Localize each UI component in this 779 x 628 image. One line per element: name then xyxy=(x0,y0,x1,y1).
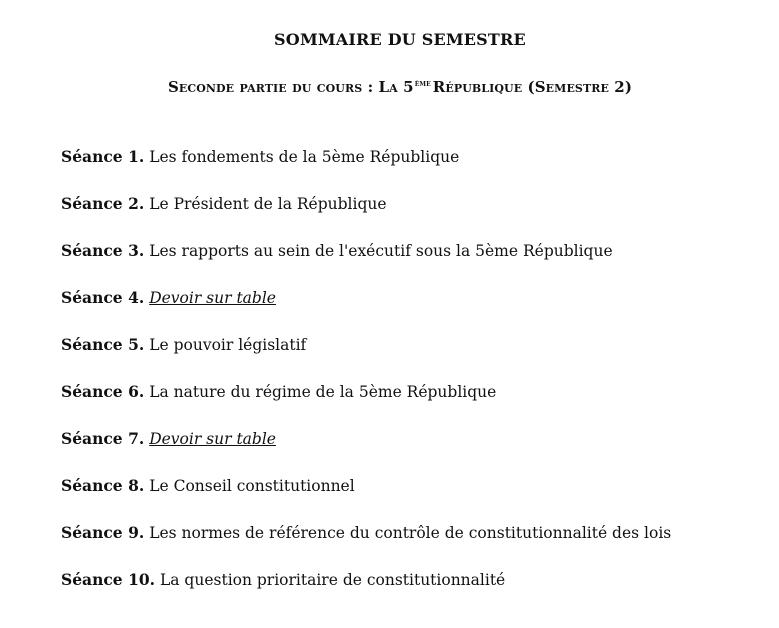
session-item xyxy=(61,476,671,523)
session-label: Séance 10. xyxy=(61,570,156,589)
session-title-devoir: Devoir sur table xyxy=(149,430,276,448)
session-list xyxy=(61,147,671,617)
session-label: Séance 4. xyxy=(61,288,145,307)
session-label: Séance 2. xyxy=(61,194,145,213)
document-title: SOMMAIRE DU SEMESTRE xyxy=(274,30,526,49)
session-item xyxy=(61,241,671,288)
session-item xyxy=(61,194,671,241)
session-title: Le Président de la République xyxy=(149,195,387,213)
session-item xyxy=(61,570,671,617)
session-item xyxy=(61,523,671,570)
session-item xyxy=(61,429,671,476)
session-label: Séance 3. xyxy=(61,241,145,260)
session-title: La question prioritaire de constitutionnalité xyxy=(159,571,506,589)
session-item xyxy=(61,288,671,335)
session-title: Les rapports au sein de l'exécutif sous la 5ème République xyxy=(149,242,613,260)
session-item xyxy=(61,382,671,429)
session-title: Les normes de référence du contrôle de constitutionnalité des lois xyxy=(149,524,672,542)
session-label: Séance 9. xyxy=(61,523,145,542)
session-title: Le pouvoir législatif xyxy=(149,336,307,354)
session-label: Séance 5. xyxy=(61,335,145,354)
session-title: Le Conseil constitutionnel xyxy=(149,477,355,495)
session-item xyxy=(61,335,671,382)
session-label: Séance 1. xyxy=(61,147,145,166)
subtitle-part-before: Seconde partie du cours : La 5 xyxy=(167,78,414,96)
session-title-devoir: Devoir sur table xyxy=(149,289,276,307)
subtitle-superscript: ème xyxy=(414,79,431,89)
session-item xyxy=(61,147,671,194)
session-label: Séance 6. xyxy=(61,382,145,401)
document-subtitle xyxy=(0,78,779,96)
subtitle-part-after: République (Semestre 2) xyxy=(432,78,633,96)
session-label: Séance 7. xyxy=(61,429,145,448)
session-label: Séance 8. xyxy=(61,476,145,495)
session-title: Les fondements de la 5ème République xyxy=(149,148,460,166)
session-title: La nature du régime de la 5ème République xyxy=(149,383,497,401)
